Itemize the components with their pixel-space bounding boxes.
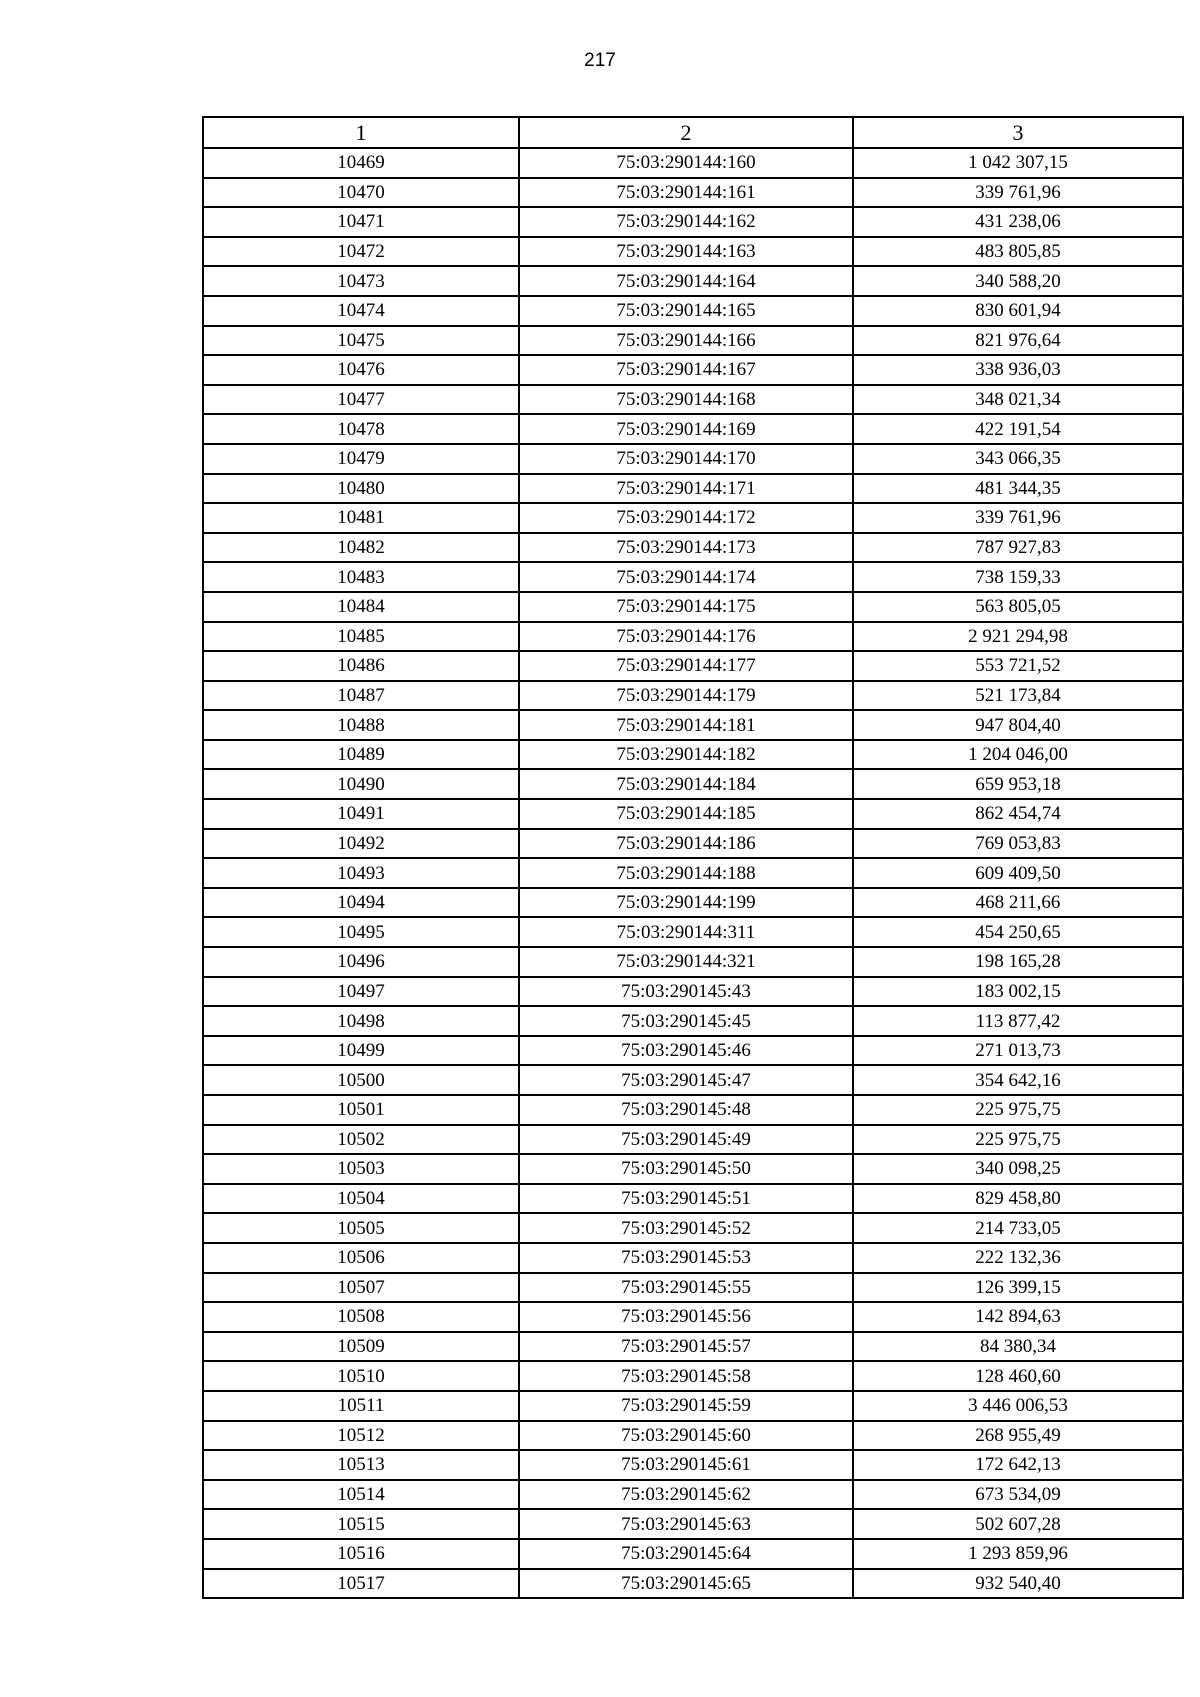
cadastral-number-cell: 75:03:290144:311 [519, 917, 853, 947]
cadastral-number-cell: 75:03:290145:45 [519, 1006, 853, 1036]
value-cell: 2 921 294,98 [853, 622, 1183, 652]
row-number-cell: 10489 [203, 740, 519, 770]
value-cell: 268 955,49 [853, 1421, 1183, 1451]
cadastral-number-cell: 75:03:290144:177 [519, 651, 853, 681]
cadastral-number-cell: 75:03:290145:57 [519, 1332, 853, 1362]
row-number-cell: 10516 [203, 1539, 519, 1569]
value-cell: 1 204 046,00 [853, 740, 1183, 770]
table-row [203, 1450, 1183, 1480]
value-cell: 225 975,75 [853, 1095, 1183, 1125]
cadastral-number-cell: 75:03:290144:163 [519, 237, 853, 267]
cadastral-number-cell: 75:03:290145:53 [519, 1243, 853, 1273]
value-cell: 1 042 307,15 [853, 148, 1183, 178]
row-number-cell: 10469 [203, 148, 519, 178]
table-row [203, 888, 1183, 918]
value-cell: 468 211,66 [853, 888, 1183, 918]
cadastral-number-cell: 75:03:290144:162 [519, 207, 853, 237]
row-number-cell: 10470 [203, 178, 519, 208]
cadastral-number-cell: 75:03:290144:176 [519, 622, 853, 652]
row-number-cell: 10479 [203, 444, 519, 474]
value-cell: 113 877,42 [853, 1006, 1183, 1036]
row-number-cell: 10472 [203, 237, 519, 267]
cadastral-number-cell: 75:03:290145:61 [519, 1450, 853, 1480]
table-row [203, 1302, 1183, 1332]
table-row [203, 1332, 1183, 1362]
row-number-cell: 10480 [203, 474, 519, 504]
table-row [203, 1036, 1183, 1066]
value-cell: 829 458,80 [853, 1184, 1183, 1214]
value-cell: 738 159,33 [853, 562, 1183, 592]
table-row [203, 178, 1183, 208]
table-row [203, 769, 1183, 799]
row-number-cell: 10496 [203, 947, 519, 977]
cadastral-number-cell: 75:03:290145:52 [519, 1213, 853, 1243]
row-number-cell: 10509 [203, 1332, 519, 1362]
cadastral-number-cell: 75:03:290145:63 [519, 1509, 853, 1539]
cadastral-number-cell: 75:03:290144:166 [519, 326, 853, 356]
table-row [203, 651, 1183, 681]
row-number-cell: 10474 [203, 296, 519, 326]
value-cell: 354 642,16 [853, 1065, 1183, 1095]
table-row [203, 1213, 1183, 1243]
cadastral-number-cell: 75:03:290144:165 [519, 296, 853, 326]
value-cell: 339 761,96 [853, 178, 1183, 208]
column-header-2: 2 [519, 117, 853, 148]
value-cell: 225 975,75 [853, 1125, 1183, 1155]
cadastral-number-cell: 75:03:290144:172 [519, 503, 853, 533]
row-number-cell: 10492 [203, 829, 519, 859]
row-number-cell: 10504 [203, 1184, 519, 1214]
row-number-cell: 10471 [203, 207, 519, 237]
table-row [203, 1509, 1183, 1539]
table-row [203, 207, 1183, 237]
value-cell: 183 002,15 [853, 977, 1183, 1007]
cadastral-number-cell: 75:03:290145:43 [519, 977, 853, 1007]
table-row [203, 296, 1183, 326]
cadastral-number-cell: 75:03:290144:173 [519, 533, 853, 563]
row-number-cell: 10499 [203, 1036, 519, 1066]
table-row [203, 385, 1183, 415]
row-number-cell: 10514 [203, 1480, 519, 1510]
cadastral-number-cell: 75:03:290144:199 [519, 888, 853, 918]
table-row [203, 977, 1183, 1007]
row-number-cell: 10506 [203, 1243, 519, 1273]
cadastral-number-cell: 75:03:290144:175 [519, 592, 853, 622]
row-number-cell: 10500 [203, 1065, 519, 1095]
table-row [203, 1154, 1183, 1184]
cadastral-number-cell: 75:03:290145:46 [519, 1036, 853, 1066]
value-cell: 481 344,35 [853, 474, 1183, 504]
table-row [203, 1243, 1183, 1273]
value-cell: 659 953,18 [853, 769, 1183, 799]
row-number-cell: 10497 [203, 977, 519, 1007]
table-row [203, 414, 1183, 444]
cadastral-number-cell: 75:03:290144:186 [519, 829, 853, 859]
cadastral-number-cell: 75:03:290144:185 [519, 799, 853, 829]
cadastral-number-cell: 75:03:290145:58 [519, 1361, 853, 1391]
value-cell: 454 250,65 [853, 917, 1183, 947]
table-row [203, 266, 1183, 296]
cadastral-number-cell: 75:03:290144:160 [519, 148, 853, 178]
table-row [203, 1569, 1183, 1599]
cadastral-number-cell: 75:03:290144:184 [519, 769, 853, 799]
row-number-cell: 10473 [203, 266, 519, 296]
table-row [203, 1391, 1183, 1421]
row-number-cell: 10494 [203, 888, 519, 918]
value-cell: 609 409,50 [853, 858, 1183, 888]
column-header-1: 1 [203, 117, 519, 148]
row-number-cell: 10485 [203, 622, 519, 652]
cadastral-number-cell: 75:03:290144:182 [519, 740, 853, 770]
value-cell: 343 066,35 [853, 444, 1183, 474]
table-row [203, 1539, 1183, 1569]
cadastral-number-cell: 75:03:290145:60 [519, 1421, 853, 1451]
cadastral-number-cell: 75:03:290145:59 [519, 1391, 853, 1421]
cadastral-number-cell: 75:03:290144:164 [519, 266, 853, 296]
value-cell: 932 540,40 [853, 1569, 1183, 1599]
table-row [203, 355, 1183, 385]
table-row [203, 858, 1183, 888]
table-row [203, 326, 1183, 356]
cadastral-number-cell: 75:03:290145:64 [519, 1539, 853, 1569]
cadastral-number-cell: 75:03:290144:161 [519, 178, 853, 208]
value-cell: 483 805,85 [853, 237, 1183, 267]
table-row [203, 622, 1183, 652]
table-row [203, 947, 1183, 977]
row-number-cell: 10508 [203, 1302, 519, 1332]
row-number-cell: 10503 [203, 1154, 519, 1184]
cadastral-number-cell: 75:03:290144:168 [519, 385, 853, 415]
cadastral-number-cell: 75:03:290144:170 [519, 444, 853, 474]
table-row [203, 533, 1183, 563]
row-number-cell: 10481 [203, 503, 519, 533]
row-number-cell: 10478 [203, 414, 519, 444]
value-cell: 821 976,64 [853, 326, 1183, 356]
table-row [203, 474, 1183, 504]
cadastral-number-cell: 75:03:290145:47 [519, 1065, 853, 1095]
table-row [203, 148, 1183, 178]
table-row [203, 444, 1183, 474]
row-number-cell: 10483 [203, 562, 519, 592]
value-cell: 947 804,40 [853, 710, 1183, 740]
row-number-cell: 10498 [203, 1006, 519, 1036]
row-number-cell: 10490 [203, 769, 519, 799]
row-number-cell: 10477 [203, 385, 519, 415]
value-cell: 502 607,28 [853, 1509, 1183, 1539]
table-header [203, 117, 1183, 148]
row-number-cell: 10511 [203, 1391, 519, 1421]
row-number-cell: 10510 [203, 1361, 519, 1391]
cadastral-number-cell: 75:03:290145:65 [519, 1569, 853, 1599]
row-number-cell: 10475 [203, 326, 519, 356]
value-cell: 172 642,13 [853, 1450, 1183, 1480]
value-cell: 339 761,96 [853, 503, 1183, 533]
value-cell: 1 293 859,96 [853, 1539, 1183, 1569]
value-cell: 521 173,84 [853, 681, 1183, 711]
cadastral-number-cell: 75:03:290144:179 [519, 681, 853, 711]
row-number-cell: 10488 [203, 710, 519, 740]
table-row [203, 799, 1183, 829]
table-row [203, 829, 1183, 859]
value-cell: 787 927,83 [853, 533, 1183, 563]
cadastral-number-cell: 75:03:290145:55 [519, 1273, 853, 1303]
row-number-cell: 10517 [203, 1569, 519, 1599]
row-number-cell: 10493 [203, 858, 519, 888]
value-cell: 3 446 006,53 [853, 1391, 1183, 1421]
row-number-cell: 10507 [203, 1273, 519, 1303]
value-cell: 198 165,28 [853, 947, 1183, 977]
value-cell: 222 132,36 [853, 1243, 1183, 1273]
value-cell: 431 238,06 [853, 207, 1183, 237]
table-row [203, 1095, 1183, 1125]
table-row [203, 1006, 1183, 1036]
row-number-cell: 10501 [203, 1095, 519, 1125]
value-cell: 563 805,05 [853, 592, 1183, 622]
row-number-cell: 10502 [203, 1125, 519, 1155]
value-cell: 338 936,03 [853, 355, 1183, 385]
table-row [203, 740, 1183, 770]
table-row [203, 562, 1183, 592]
value-cell: 348 021,34 [853, 385, 1183, 415]
value-cell: 769 053,83 [853, 829, 1183, 859]
table-row [203, 710, 1183, 740]
value-cell: 422 191,54 [853, 414, 1183, 444]
value-cell: 830 601,94 [853, 296, 1183, 326]
row-number-cell: 10515 [203, 1509, 519, 1539]
row-number-cell: 10491 [203, 799, 519, 829]
value-cell: 142 894,63 [853, 1302, 1183, 1332]
cadastral-number-cell: 75:03:290144:171 [519, 474, 853, 504]
table-row [203, 917, 1183, 947]
table-row [203, 1480, 1183, 1510]
row-number-cell: 10495 [203, 917, 519, 947]
cadastral-number-cell: 75:03:290144:174 [519, 562, 853, 592]
table-body [203, 148, 1183, 1598]
table-row [203, 1184, 1183, 1214]
table-row [203, 1273, 1183, 1303]
cadastral-number-cell: 75:03:290145:62 [519, 1480, 853, 1510]
value-cell: 128 460,60 [853, 1361, 1183, 1391]
value-cell: 84 380,34 [853, 1332, 1183, 1362]
table-row [203, 1361, 1183, 1391]
value-cell: 340 098,25 [853, 1154, 1183, 1184]
table-row [203, 1421, 1183, 1451]
cadastral-number-cell: 75:03:290144:321 [519, 947, 853, 977]
data-table [202, 116, 1184, 1599]
value-cell: 126 399,15 [853, 1273, 1183, 1303]
row-number-cell: 10505 [203, 1213, 519, 1243]
value-cell: 862 454,74 [853, 799, 1183, 829]
row-number-cell: 10512 [203, 1421, 519, 1451]
cadastral-number-cell: 75:03:290145:48 [519, 1095, 853, 1125]
table-row [203, 592, 1183, 622]
cadastral-number-cell: 75:03:290145:51 [519, 1184, 853, 1214]
table-row [203, 1065, 1183, 1095]
cadastral-number-cell: 75:03:290144:169 [519, 414, 853, 444]
row-number-cell: 10484 [203, 592, 519, 622]
table-row [203, 237, 1183, 267]
value-cell: 340 588,20 [853, 266, 1183, 296]
column-header-3: 3 [853, 117, 1183, 148]
cadastral-number-cell: 75:03:290144:188 [519, 858, 853, 888]
header-row [203, 117, 1183, 148]
value-cell: 553 721,52 [853, 651, 1183, 681]
table-row [203, 681, 1183, 711]
value-cell: 673 534,09 [853, 1480, 1183, 1510]
row-number-cell: 10513 [203, 1450, 519, 1480]
value-cell: 271 013,73 [853, 1036, 1183, 1066]
table-row [203, 503, 1183, 533]
row-number-cell: 10487 [203, 681, 519, 711]
cadastral-number-cell: 75:03:290145:50 [519, 1154, 853, 1184]
row-number-cell: 10486 [203, 651, 519, 681]
cadastral-number-cell: 75:03:290145:49 [519, 1125, 853, 1155]
cadastral-number-cell: 75:03:290144:167 [519, 355, 853, 385]
row-number-cell: 10482 [203, 533, 519, 563]
value-cell: 214 733,05 [853, 1213, 1183, 1243]
row-number-cell: 10476 [203, 355, 519, 385]
page-number: 217 [584, 50, 616, 71]
table-row [203, 1125, 1183, 1155]
cadastral-number-cell: 75:03:290144:181 [519, 710, 853, 740]
cadastral-number-cell: 75:03:290145:56 [519, 1302, 853, 1332]
